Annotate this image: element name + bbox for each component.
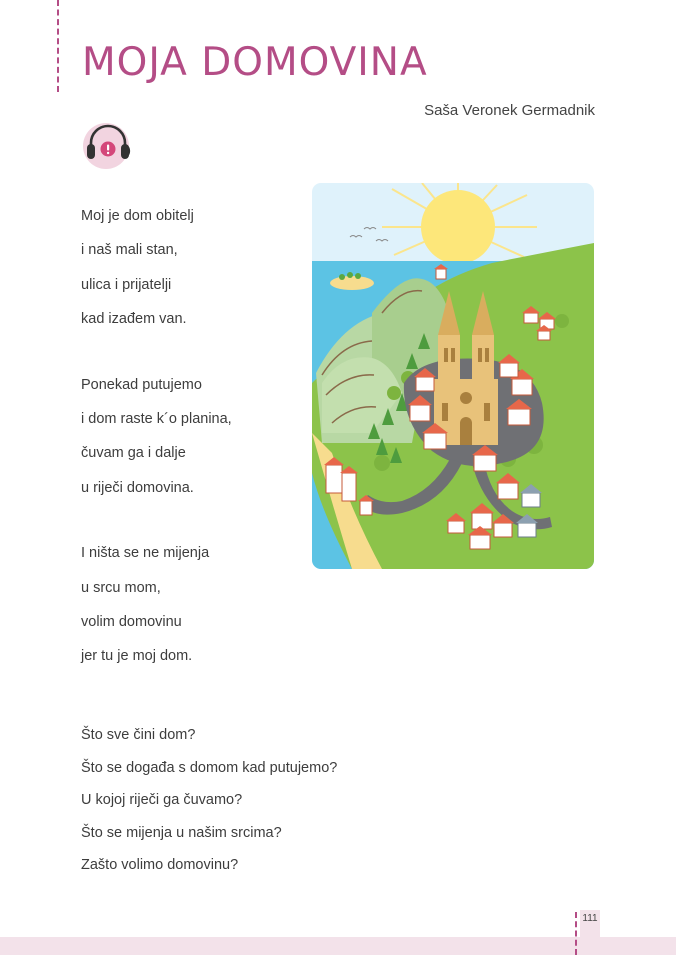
poem-line: u riječi domovina. <box>81 479 194 496</box>
poem-stanza <box>81 205 232 343</box>
poem-author: Saša Veronek Germadnik <box>424 102 595 119</box>
poem-stanza <box>81 542 232 680</box>
exclamation-icon <box>101 142 116 157</box>
poem-line: Ponekad putujemo <box>81 376 202 393</box>
top-dashed-divider <box>57 0 59 92</box>
sun <box>421 190 495 264</box>
poem-line: I ništa se ne mijenja <box>81 545 210 562</box>
poem-stanza <box>81 374 232 512</box>
poem-line: ulica i prijatelji <box>81 276 172 293</box>
poem-line: kad izađem van. <box>81 311 187 328</box>
poem-line: čuvam ga i dalje <box>81 445 186 462</box>
poem-line: u srcu mom, <box>81 579 161 596</box>
question-item: Što se događa s domom kad putujemo? <box>81 759 338 776</box>
question-item: U kojoj riječi ga čuvamo? <box>81 792 243 808</box>
question-item: Što se mijenja u našim srcima? <box>81 824 282 841</box>
headphones-icon <box>82 122 134 170</box>
bottom-dashed-divider <box>575 912 577 955</box>
homeland-illustration <box>312 183 594 569</box>
question-item: Zašto volimo domovinu? <box>81 857 239 873</box>
poem-line: Moj je dom obitelj <box>81 208 194 224</box>
poem-line: jer tu je moj dom. <box>81 648 193 665</box>
page-number: 111 <box>582 913 598 924</box>
poem-line: i dom raste k´o planina, <box>81 410 232 427</box>
poem-line: i naš mali stan, <box>81 242 178 259</box>
poem-body <box>81 205 232 711</box>
question-item: Što sve čini dom? <box>81 727 196 743</box>
page-title: MOJA DOMOVINA <box>82 40 428 85</box>
audio-play-button[interactable] <box>82 122 134 170</box>
questions-list <box>81 724 337 887</box>
poem-line: volim domovinu <box>81 613 182 630</box>
